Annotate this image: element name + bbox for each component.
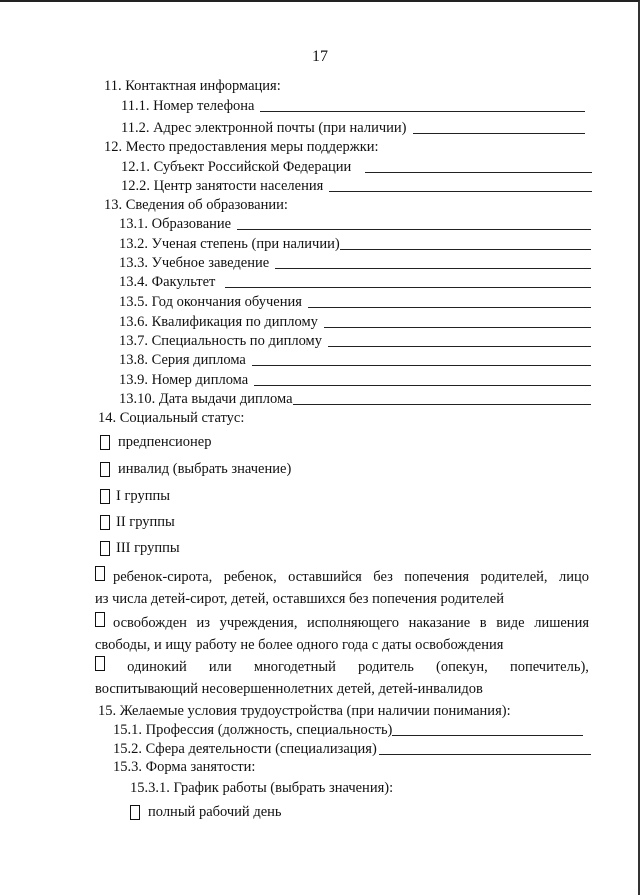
- checkbox-released[interactable]: [95, 612, 589, 656]
- region-input-line[interactable]: [365, 172, 592, 173]
- checkbox-box[interactable]: [95, 612, 105, 627]
- checkbox-full-day[interactable]: [130, 802, 282, 822]
- phone-input-line[interactable]: [260, 111, 585, 112]
- qualification-label: 13.6. Квалификация по диплому: [119, 314, 318, 330]
- specialty-field[interactable]: [119, 331, 591, 351]
- diploma-series-input-line[interactable]: [252, 365, 591, 366]
- single-parent-line-1: одинокий или многодетный родитель (опекун, попечитель),: [95, 656, 589, 678]
- phone-field[interactable]: [121, 96, 585, 116]
- phone-label: 11.1. Номер телефона: [121, 98, 255, 114]
- diploma-number-input-line[interactable]: [254, 385, 591, 386]
- checkbox-box[interactable]: [100, 541, 110, 556]
- checkbox-group-3[interactable]: [100, 538, 180, 558]
- diploma-date-label: 13.10. Дата выдачи диплома: [119, 391, 293, 407]
- education-input-line[interactable]: [237, 229, 591, 230]
- education-field[interactable]: [119, 214, 591, 234]
- email-field[interactable]: [121, 118, 585, 138]
- diploma-number-field[interactable]: [119, 370, 591, 390]
- degree-label: 13.2. Ученая степень (при наличии): [119, 236, 340, 252]
- employment-center-field[interactable]: [121, 176, 592, 196]
- released-line-1: освобожден из учреждения, исполняющего наказание в виде лишения: [95, 612, 589, 634]
- checkbox-label: II группы: [116, 514, 175, 530]
- diploma-number-label: 13.9. Номер диплома: [119, 372, 249, 388]
- profession-field[interactable]: [113, 720, 583, 740]
- activity-sphere-field[interactable]: [113, 739, 591, 759]
- education-label: 13.1. Образование: [119, 216, 232, 232]
- single-parent-line-2: воспитывающий несовершеннолетних детей, детей-инвалидов: [95, 681, 483, 697]
- employment-form-title: 15.3. Форма занятости:: [113, 759, 256, 775]
- diploma-date-field[interactable]: [119, 389, 591, 409]
- degree-input-line[interactable]: [340, 249, 591, 250]
- checkbox-box[interactable]: [100, 489, 110, 504]
- faculty-label: 13.4. Факультет: [119, 274, 216, 290]
- diploma-series-field[interactable]: [119, 350, 591, 370]
- institution-input-line[interactable]: [275, 268, 591, 269]
- released-line-2: свободы, и ищу работу не более одного года с даты освобождения: [95, 637, 504, 653]
- checkbox-disabled[interactable]: [100, 459, 291, 479]
- profession-label: 15.1. Профессия (должность, специальность): [113, 722, 393, 738]
- checkbox-label: III группы: [116, 540, 180, 556]
- employment-center-input-line[interactable]: [329, 191, 592, 192]
- orphan-line-2: из числа детей-сирот, детей, оставшихся без попечения родителей: [95, 591, 504, 607]
- section-14-title: 14. Социальный статус:: [98, 410, 245, 426]
- checkbox-box[interactable]: [95, 656, 105, 671]
- email-label: 11.2. Адрес электронной почты (при наличии): [121, 120, 407, 136]
- section-11-title: 11. Контактная информация:: [104, 78, 281, 94]
- faculty-input-line[interactable]: [225, 287, 591, 288]
- checkbox-label: полный рабочий день: [148, 804, 282, 820]
- activity-sphere-input-line[interactable]: [379, 754, 591, 755]
- checkbox-box[interactable]: [100, 462, 110, 477]
- region-field[interactable]: [121, 157, 592, 177]
- checkbox-orphan[interactable]: [95, 566, 589, 610]
- checkbox-group-2[interactable]: [100, 512, 175, 532]
- specialty-label: 13.7. Специальность по диплому: [119, 333, 322, 349]
- institution-label: 13.3. Учебное заведение: [119, 255, 270, 271]
- institution-field[interactable]: [119, 253, 591, 273]
- specialty-input-line[interactable]: [328, 346, 591, 347]
- qualification-input-line[interactable]: [324, 327, 591, 328]
- checkbox-box[interactable]: [100, 435, 110, 450]
- diploma-date-input-line[interactable]: [293, 404, 591, 405]
- checkbox-label: инвалид (выбрать значение): [118, 461, 292, 477]
- profession-input-line[interactable]: [392, 735, 583, 736]
- checkbox-group-1[interactable]: [100, 486, 170, 506]
- checkbox-single-parent[interactable]: [95, 656, 589, 700]
- checkbox-box[interactable]: [130, 805, 140, 820]
- checkbox-box[interactable]: [95, 566, 105, 581]
- employment-center-label: 12.2. Центр занятости населения: [121, 178, 324, 194]
- section-13-title: 13. Сведения об образовании:: [104, 197, 288, 213]
- page-number: 17: [312, 48, 328, 65]
- checkbox-pre-pensioner[interactable]: [100, 432, 211, 452]
- faculty-field[interactable]: [119, 272, 591, 292]
- degree-field[interactable]: [119, 234, 591, 254]
- section-12-title: 12. Место предоставления меры поддержки:: [104, 139, 379, 155]
- qualification-field[interactable]: [119, 312, 591, 332]
- checkbox-box[interactable]: [100, 515, 110, 530]
- work-schedule-title: 15.3.1. График работы (выбрать значения):: [130, 780, 394, 796]
- orphan-line-1: ребенок-сирота, ребенок, оставшийся без попечения родителей, лицо: [95, 566, 589, 588]
- graduation-year-field[interactable]: [119, 292, 591, 312]
- graduation-year-input-line[interactable]: [308, 307, 591, 308]
- email-input-line[interactable]: [413, 133, 585, 134]
- checkbox-label: предпенсионер: [118, 434, 212, 450]
- activity-sphere-label: 15.2. Сфера деятельности (специализация): [113, 741, 377, 757]
- section-15-title: 15. Желаемые условия трудоустройства (при наличии понимания):: [98, 703, 511, 719]
- graduation-year-label: 13.5. Год окончания обучения: [119, 294, 302, 310]
- region-label: 12.1. Субъект Российской Федерации: [121, 159, 352, 175]
- diploma-series-label: 13.8. Серия диплома: [119, 352, 246, 368]
- checkbox-label: I группы: [116, 488, 170, 504]
